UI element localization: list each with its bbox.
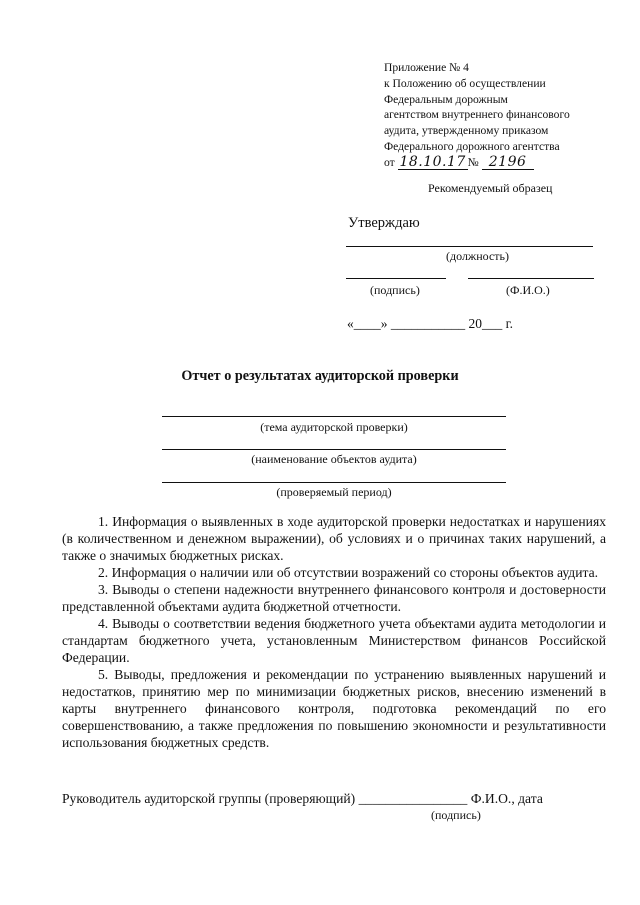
period-caption: (проверяемый период) bbox=[276, 485, 392, 499]
report-title: Отчет о результатах аудиторской проверки bbox=[181, 368, 459, 384]
appendix-block bbox=[384, 60, 614, 171]
report-item: 4. Выводы о соответствии ведения бюджетного учета объектами аудита методологии и стандартам бюджетного учета, установленным Министерством финансов Российской Федерации. bbox=[62, 616, 606, 665]
report-item: 1. Информация о выявленных в ходе аудиторской проверки недостатках и нарушениях (в количественном и денежном выражении), об условиях и о причинах таких нарушений, а также о значимых бюджетных рисках. bbox=[62, 514, 606, 563]
appendix-line: Федеральным дорожным bbox=[384, 92, 508, 106]
handwritten-number: 2196 bbox=[482, 156, 534, 170]
position-caption: (должность) bbox=[446, 249, 509, 263]
position-line bbox=[346, 246, 593, 247]
number-sign: № bbox=[467, 155, 479, 169]
handwritten-date: 18.10.17 bbox=[399, 153, 466, 170]
name-caption: (Ф.И.О.) bbox=[506, 283, 550, 297]
report-item: 3. Выводы о степени надежности внутреннего финансового контроля и достоверности представленной объектами аудита бюджетной отчетности. bbox=[62, 582, 606, 614]
name-line bbox=[468, 278, 594, 279]
objects-line bbox=[162, 449, 506, 450]
signature-caption: (подпись) bbox=[370, 283, 420, 297]
period-line bbox=[162, 482, 506, 483]
date-prefix: от bbox=[384, 155, 395, 169]
appendix-line: агентством внутреннего финансового bbox=[384, 108, 570, 122]
topic-line bbox=[162, 416, 506, 417]
name-date-label: Ф.И.О., дата bbox=[470, 791, 543, 806]
appendix-line: Федерального дорожного агентства bbox=[384, 139, 560, 153]
footer-signature-caption: (подпись) bbox=[431, 808, 481, 822]
leader-signature-blank: ________________ bbox=[358, 791, 468, 806]
appendix-line: аудита, утвержденному приказом bbox=[384, 124, 549, 138]
report-items bbox=[62, 513, 606, 751]
recommended-sample-label: Рекомендуемый образец bbox=[428, 181, 553, 195]
report-item: 2. Информация о наличии или об отсутствии возражений со стороны объектов аудита. bbox=[98, 565, 599, 580]
report-item: 5. Выводы, предложения и рекомендации по устранению выявленных нарушений и недостатков, принятию мер по минимизации бюджетных рисков, внесению изменений в карты внутреннего финансового контроля, подготовка рекомендаций по его совершенствованию, а также предложения по повышению экономности и результативности использования бюджетных средств. bbox=[62, 667, 606, 750]
signature-line bbox=[346, 278, 446, 279]
appendix-date-line bbox=[384, 155, 614, 171]
leader-label: Руководитель аудиторской группы (проверяющий) bbox=[62, 791, 356, 806]
approval-heading: Утверждаю bbox=[348, 215, 420, 231]
approval-date-line: «____» ___________ 20___ г. bbox=[347, 316, 514, 331]
topic-caption: (тема аудиторской проверки) bbox=[260, 420, 408, 434]
appendix-line: Приложение № 4 bbox=[384, 61, 469, 74]
appendix-line: к Положению об осуществлении bbox=[384, 76, 546, 90]
objects-caption: (наименование объектов аудита) bbox=[251, 452, 417, 466]
footer-line bbox=[62, 791, 543, 807]
